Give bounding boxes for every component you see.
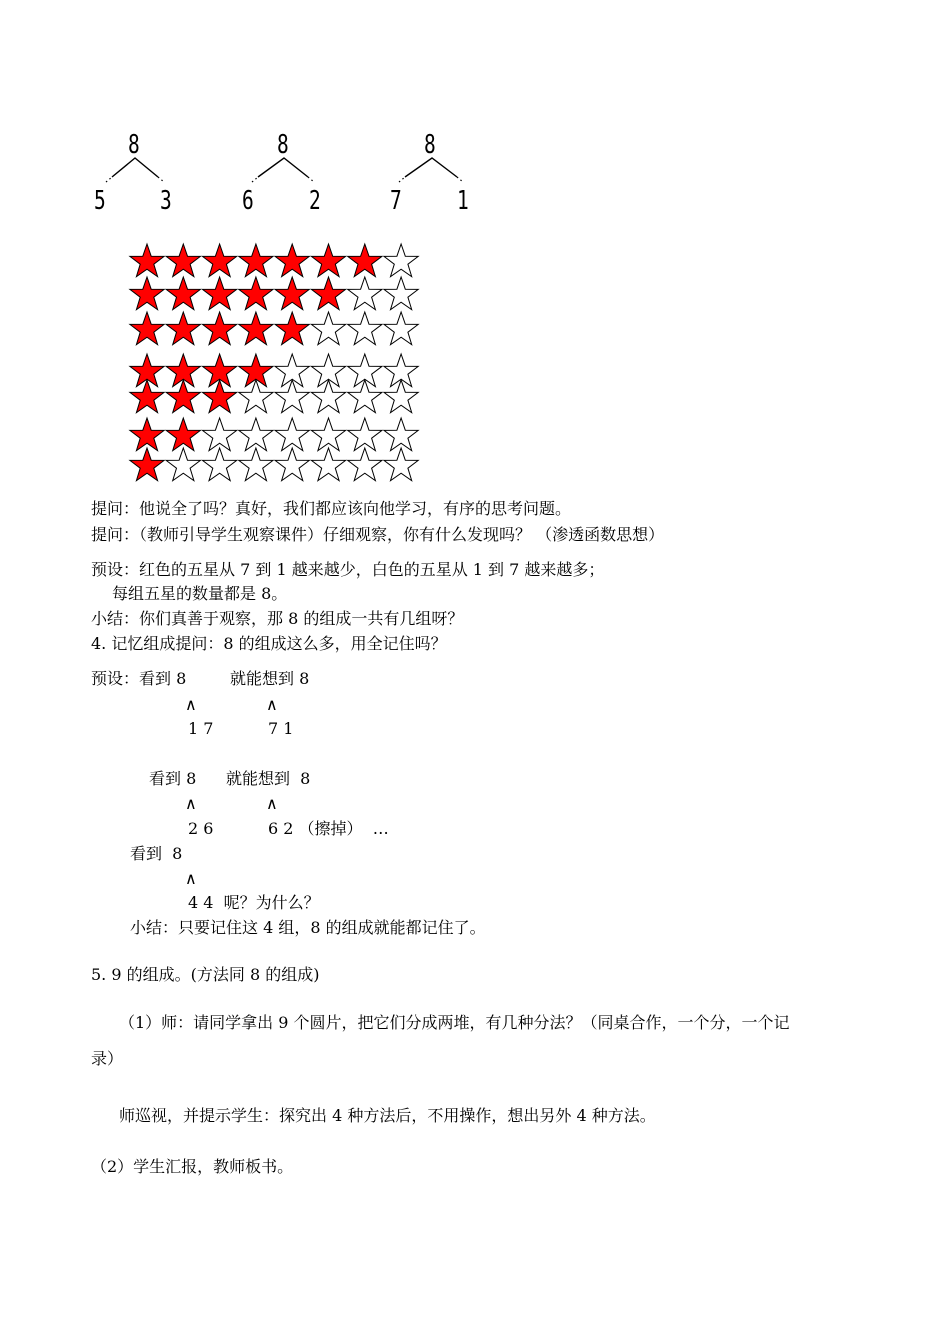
white-star — [275, 418, 309, 451]
tree-top-number: 8 — [128, 130, 140, 160]
memory-see-1: 预设：看到 8 — [91, 669, 187, 688]
section-4-heading: 4. 记忆组成提问：8 的组成这么多，用全记住吗？ — [91, 634, 447, 653]
red-star — [166, 277, 200, 310]
white-star — [348, 380, 382, 413]
summary-memory: 小结：只要记住这 4 组，8 的组成就能都记住了。 — [130, 918, 486, 937]
star-grid — [0, 0, 950, 500]
white-star — [166, 448, 200, 481]
white-star — [348, 418, 382, 451]
memory-see-3: 看到 8 — [130, 844, 183, 863]
memory-caret: ∧ — [185, 794, 197, 813]
preset-observation-cont: 每组五星的数量都是 8。 — [112, 584, 288, 603]
tree-left-number: 6 — [242, 186, 254, 216]
red-star — [203, 244, 237, 277]
red-star — [311, 277, 345, 310]
memory-split-2b: 6 2 （擦掉） … — [268, 819, 389, 838]
red-star — [130, 380, 164, 413]
white-star — [348, 277, 382, 310]
white-star — [384, 277, 418, 310]
memory-caret: ∧ — [266, 794, 278, 813]
red-star — [130, 244, 164, 277]
tree-right-number: 2 — [309, 186, 321, 216]
red-star — [311, 244, 345, 277]
red-star — [130, 312, 164, 345]
white-star — [384, 418, 418, 451]
white-star — [311, 380, 345, 413]
red-star — [348, 244, 382, 277]
red-star — [239, 244, 273, 277]
section-5-heading: 5. 9 的组成。(方法同 8 的组成) — [91, 965, 320, 984]
red-star — [166, 244, 200, 277]
red-star — [130, 418, 164, 451]
memory-caret: ∧ — [185, 869, 197, 888]
preset-observation: 预设：红色的五星从 7 到 1 越来越少，白色的五星从 1 到 7 越来越多； — [91, 560, 605, 579]
memory-split-2: 2 6 — [188, 819, 214, 838]
tree-left-number: 7 — [390, 186, 402, 216]
red-star — [203, 277, 237, 310]
white-star — [384, 244, 418, 277]
white-star — [311, 418, 345, 451]
white-star — [348, 312, 382, 345]
white-star — [275, 448, 309, 481]
red-star — [166, 418, 200, 451]
white-star — [384, 448, 418, 481]
memory-split-3: 4 4 呢？为什么？ — [188, 893, 320, 912]
step-2-report: （2）学生汇报，教师板书。 — [91, 1157, 294, 1176]
red-star — [275, 244, 309, 277]
red-star — [130, 448, 164, 481]
white-star — [311, 312, 345, 345]
red-star — [203, 312, 237, 345]
memory-see-2: 看到 8 — [149, 769, 197, 788]
red-star — [130, 277, 164, 310]
white-star — [311, 448, 345, 481]
white-star — [239, 448, 273, 481]
white-star — [384, 380, 418, 413]
memory-caret: ∧ — [266, 695, 278, 714]
question-observe: 提问：（教师引导学生观察课件）仔细观察，你有什么发现吗？ （渗透函数思想） — [91, 525, 665, 544]
red-star — [166, 312, 200, 345]
tree-right-number: 1 — [457, 186, 469, 216]
red-star — [166, 380, 200, 413]
tree-top-number: 8 — [424, 130, 436, 160]
memory-split-1: 1 7 — [188, 719, 214, 738]
red-star — [203, 380, 237, 413]
white-star — [275, 380, 309, 413]
step-1-instruction-cont: 录） — [91, 1049, 124, 1068]
white-star — [239, 418, 273, 451]
summary-observe: 小结：你们真善于观察，那 8 的组成一共有几组呀？ — [91, 609, 464, 628]
tree-right-number: 3 — [160, 186, 172, 216]
white-star — [203, 448, 237, 481]
red-star — [275, 312, 309, 345]
white-star — [384, 312, 418, 345]
red-star — [239, 277, 273, 310]
step-1-instruction: （1）师：请同学拿出 9 个圆片，把它们分成两堆，有几种分法？（同桌合作，一个分，一个记 — [119, 1013, 790, 1032]
tree-left-number: 5 — [94, 186, 106, 216]
teacher-patrol: 师巡视，并提示学生：探究出 4 种方法后，不用操作，想出另外 4 种方法。 — [119, 1106, 656, 1125]
memory-caret: ∧ — [185, 695, 197, 714]
white-star — [203, 418, 237, 451]
red-star — [275, 277, 309, 310]
memory-split-1b: 7 1 — [268, 719, 294, 738]
memory-think-2: 就能想到 8 — [226, 769, 311, 788]
memory-think-1: 就能想到 8 — [230, 669, 310, 688]
white-star — [348, 448, 382, 481]
question-complete: 提问：他说全了吗？真好，我们都应该向他学习，有序的思考问题。 — [91, 499, 572, 518]
tree-top-number: 8 — [277, 130, 289, 160]
red-star — [239, 312, 273, 345]
white-star — [239, 380, 273, 413]
